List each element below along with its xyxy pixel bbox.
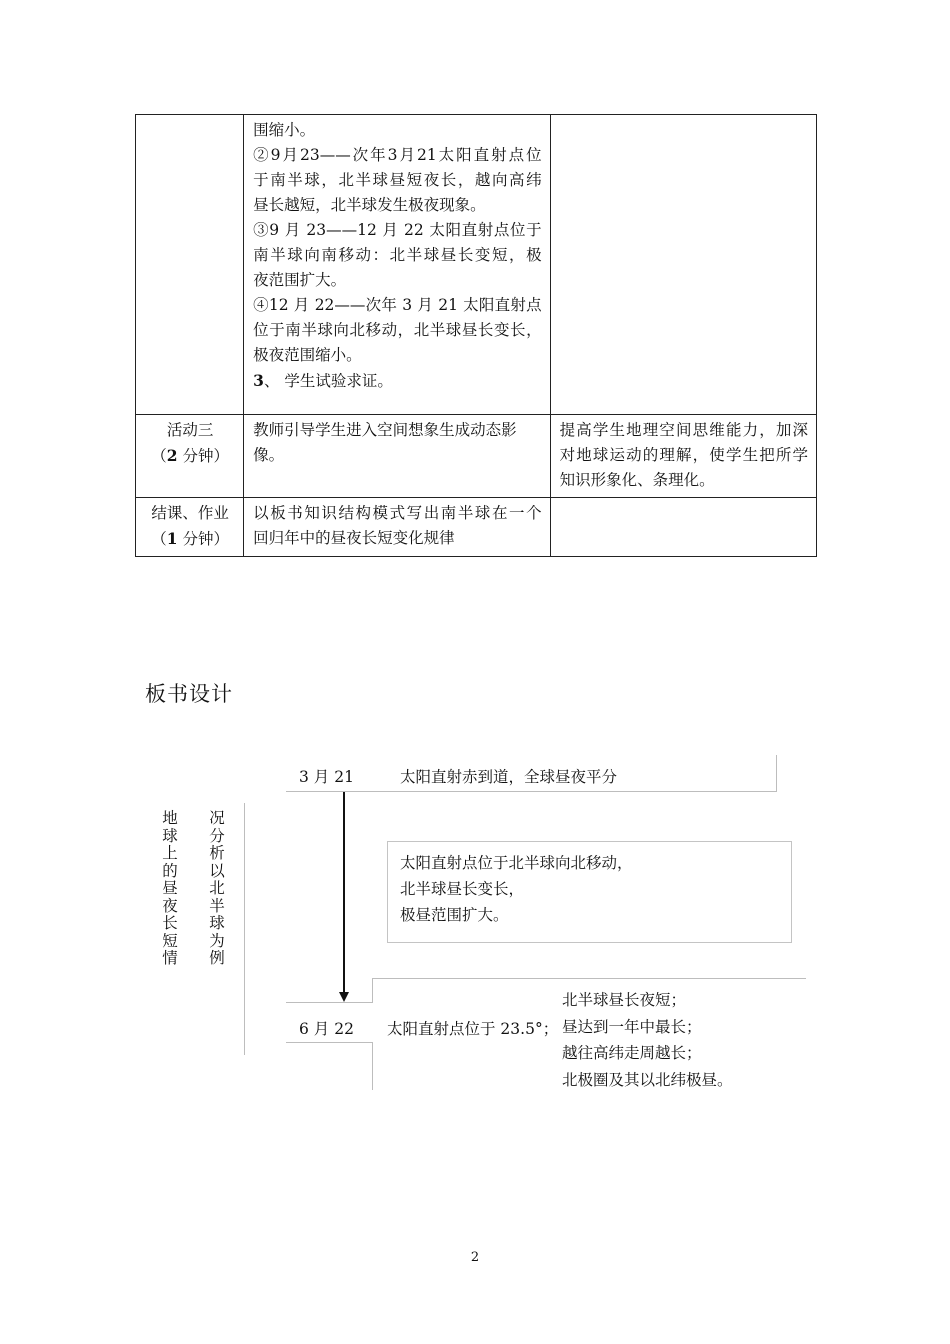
bracket-right-rule [776, 755, 777, 792]
detail-line: 北极圈及其以北纬极昼。 [562, 1070, 733, 1089]
lesson-plan-table [135, 114, 817, 557]
underline-rule [286, 791, 777, 792]
content-line: ②9月23——次年3月21太阳直射点位 [253, 146, 542, 164]
table-cell-content [244, 498, 550, 557]
solstice-text: 太阳直射点位于 23.5°； [387, 1020, 559, 1038]
page-number: 2 [470, 1250, 480, 1265]
step-text: 、 学生试验求证。 [263, 372, 393, 390]
top-rule [372, 978, 806, 979]
table-cell-stage [136, 415, 244, 498]
purpose-line: 知识形象化、条理化。 [559, 471, 715, 489]
table-cell-purpose [550, 115, 816, 415]
content-step-line [253, 368, 541, 394]
table-cell-stage [136, 498, 244, 557]
table-row [136, 498, 817, 557]
content-line: 夜范围扩大。 [253, 271, 347, 289]
content-line: 昼长越短，北半球发生极夜现象。 [253, 196, 486, 214]
bottom-left-rule [372, 1042, 373, 1090]
date-bottom-rule [286, 1042, 373, 1043]
vertical-title-left: 地球上的昼夜长短情 [162, 809, 178, 967]
purpose-line: 提高学生地理空间思维能力，加深 [559, 421, 808, 439]
detail-line: 昼达到一年中最长； [562, 1017, 702, 1036]
content-line: 极夜范围缩小。 [253, 346, 362, 364]
content-line: 教师引导学生进入空间想象生成动态影 [253, 421, 517, 439]
content-line: 以板书知识结构模式写出南半球在一个 [253, 504, 542, 522]
time-bracket: （ [151, 447, 167, 465]
arrow-head-icon [339, 992, 349, 1002]
table-cell-purpose [550, 498, 816, 557]
table-cell-content [244, 115, 550, 415]
timeline-arrow-shaft [343, 792, 345, 992]
stage-time [145, 443, 235, 469]
time-number: 2 [166, 446, 178, 465]
content-line: 围缩小。 [253, 121, 316, 139]
bracket-line [244, 803, 245, 1055]
summary-box-text [400, 850, 633, 928]
date-top-rule [286, 1002, 373, 1003]
time-unit: 分钟） [177, 447, 229, 465]
time-number: 1 [166, 529, 178, 548]
time-bracket: （ [151, 530, 167, 548]
content-line: ④12 月 22——次年 3 月 21 太阳直射点 [253, 296, 542, 314]
content-line: 像。 [253, 446, 285, 464]
top-left-rule [372, 978, 373, 1002]
time-unit: 分钟） [177, 530, 229, 548]
step-number: 3 [253, 371, 264, 390]
equinox-text: 太阳直射赤到道，全球昼夜平分 [400, 768, 618, 786]
table-row [136, 415, 817, 498]
detail-line: 越往高纬走周越长； [562, 1044, 702, 1062]
content-line: 回归年中的昼夜长短变化规律 [253, 529, 455, 547]
content-line: 南半球向南移动：北半球昼长变短，极 [253, 246, 542, 264]
section-heading: 板书设计 [145, 682, 233, 706]
table-cell-purpose [550, 415, 816, 498]
date-june-22: 6 月 22 [299, 1020, 354, 1038]
purpose-line: 对地球运动的理解，使学生把所学 [559, 446, 808, 464]
table-cell-content [244, 415, 550, 498]
summary-line: 太阳直射点位于北半球向北移动， [400, 854, 633, 872]
table-row [136, 115, 817, 415]
solstice-details [562, 987, 733, 1093]
content-line: ③9 月 23——12 月 22 太阳直射点位于 [253, 221, 542, 239]
vertical-title-right: 况分析以北半球为例 [209, 809, 225, 967]
content-line: 位于南半球向北移动，北半球昼长变长， [253, 321, 542, 339]
stage-time [145, 526, 235, 552]
table-cell-stage [136, 115, 244, 415]
stage-label: 活动三 [166, 421, 214, 439]
date-march-21: 3 月 21 [299, 768, 354, 786]
summary-line: 北半球昼长变长， [400, 880, 525, 898]
detail-line: 北半球昼长夜短； [562, 991, 687, 1009]
summary-line: 极昼范围扩大。 [400, 906, 509, 924]
content-line: 于南半球，北半球昼短夜长，越向高纬 [253, 171, 542, 189]
stage-label: 结课、作业 [151, 504, 229, 522]
